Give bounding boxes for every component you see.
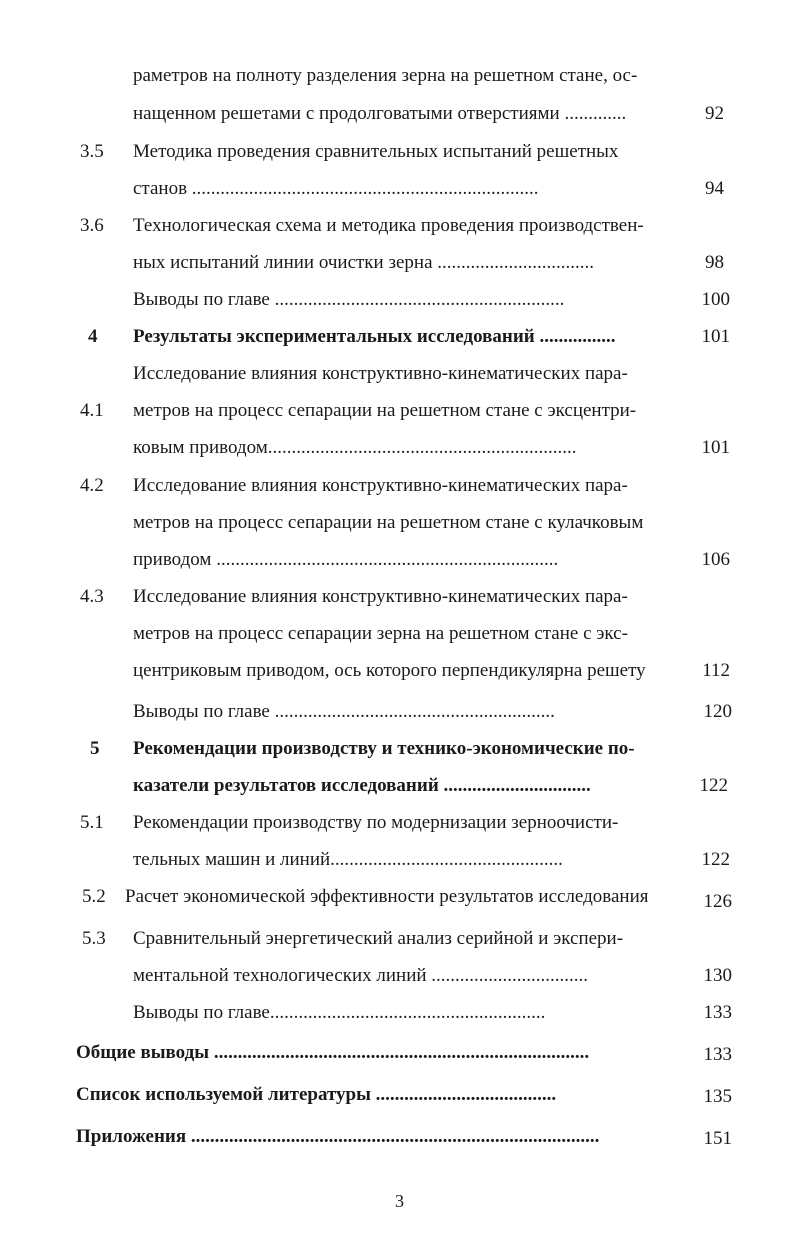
toc-entry-text: раметров на полноту разделения зерна на решетном стане, ос- bbox=[133, 65, 638, 86]
toc-page-number: 122 bbox=[701, 849, 730, 870]
toc-section-number: 4.1 bbox=[80, 400, 104, 421]
toc-entry-text: Расчет экономической эффективности результатов исследования bbox=[125, 886, 649, 907]
toc-entry-text: ных испытаний линии очистки зерна ................................. bbox=[133, 252, 595, 273]
toc-section-number: 5.1 bbox=[80, 812, 104, 833]
toc-entry-text: Список используемой литературы ...................................... bbox=[76, 1084, 557, 1105]
toc-entry-text: Сравнительный энергетический анализ серийной и экспери- bbox=[133, 928, 624, 949]
toc-page-number: 101 bbox=[701, 326, 730, 347]
page-number: 3 bbox=[395, 1191, 404, 1211]
toc-entry-text: Исследование влияния конструктивно-кинематических пара- bbox=[133, 586, 628, 607]
toc-entry-text: тельных машин и линий................................................. bbox=[133, 849, 563, 870]
toc-entry-text: Рекомендации производству и технико-экономические по- bbox=[133, 738, 635, 759]
toc-page-number: 133 bbox=[703, 1044, 732, 1065]
toc-entry-text: Рекомендации производству по модернизации зерноочисти- bbox=[133, 812, 619, 833]
toc-section-number: 5.2 bbox=[82, 886, 106, 907]
toc-section-number: 3.6 bbox=[80, 215, 104, 236]
toc-page-number: 135 bbox=[703, 1086, 732, 1107]
toc-section-number: 3.5 bbox=[80, 141, 104, 162]
toc-entry-text: Выводы по главе.......................................................... bbox=[133, 1002, 546, 1023]
toc-section-number: 4 bbox=[88, 326, 98, 347]
toc-entry-text: центриковым приводом, ось которого перпендикулярна решету bbox=[133, 660, 646, 681]
toc-page-number: 112 bbox=[702, 660, 730, 681]
toc-entry-text: метров на процесс сепарации зерна на решетном стане с экс- bbox=[133, 623, 628, 644]
toc-section-number: 4.3 bbox=[80, 586, 104, 607]
toc-page-number: 126 bbox=[703, 891, 732, 912]
toc-page-number: 106 bbox=[701, 549, 730, 570]
toc-section-number: 5.3 bbox=[82, 928, 106, 949]
toc-page-number: 98 bbox=[705, 252, 724, 273]
toc-entry-text: ковым приводом................................................................. bbox=[133, 437, 577, 458]
toc-entry-text: Общие выводы ............................................................................... bbox=[76, 1042, 590, 1063]
toc-entry-text: метров на процесс сепарации на решетном стане с эксцентри- bbox=[133, 400, 637, 421]
toc-entry-text: Выводы по главе ............................................................. bbox=[133, 289, 565, 310]
toc-entry-text: Результаты экспериментальных исследований ................ bbox=[133, 326, 616, 347]
toc-entry-text: метров на процесс сепарации на решетном стане с кулачковым bbox=[133, 512, 644, 533]
toc-entry-text: Исследование влияния конструктивно-кинематических пара- bbox=[133, 475, 628, 496]
toc-entry-text: приводом ........................................................................ bbox=[133, 549, 559, 570]
toc-page-number: 151 bbox=[703, 1128, 732, 1149]
toc-page-number: 130 bbox=[703, 965, 732, 986]
toc-entry-text: ментальной технологических линий ................................. bbox=[133, 965, 589, 986]
toc-page-number: 100 bbox=[701, 289, 730, 310]
toc-entry-text: Исследование влияния конструктивно-кинематических пара- bbox=[133, 363, 628, 384]
toc-page-number: 92 bbox=[705, 103, 724, 124]
toc-entry-text: Выводы по главе ........................................................... bbox=[133, 701, 555, 722]
toc-entry-text: Методика проведения сравнительных испытаний решетных bbox=[133, 141, 619, 162]
toc-page-number: 120 bbox=[703, 701, 732, 722]
toc-section-number: 5 bbox=[90, 738, 100, 759]
toc-page-number: 94 bbox=[705, 178, 724, 199]
toc-entry-text: станов ......................................................................... bbox=[133, 178, 539, 199]
toc-entry-text: казатели результатов исследований ............................... bbox=[133, 775, 591, 796]
toc-section-number: 4.2 bbox=[80, 475, 104, 496]
toc-entry-text: Технологическая схема и методика проведения производствен- bbox=[133, 215, 644, 236]
toc-page-number: 101 bbox=[701, 437, 730, 458]
toc-entry-text: нащенном решетами с продолговатыми отверстиями ............. bbox=[133, 103, 627, 124]
toc-page-number: 133 bbox=[703, 1002, 732, 1023]
toc-page-number: 122 bbox=[699, 775, 728, 796]
toc-entry-text: Приложения ...................................................................................... bbox=[76, 1126, 600, 1147]
